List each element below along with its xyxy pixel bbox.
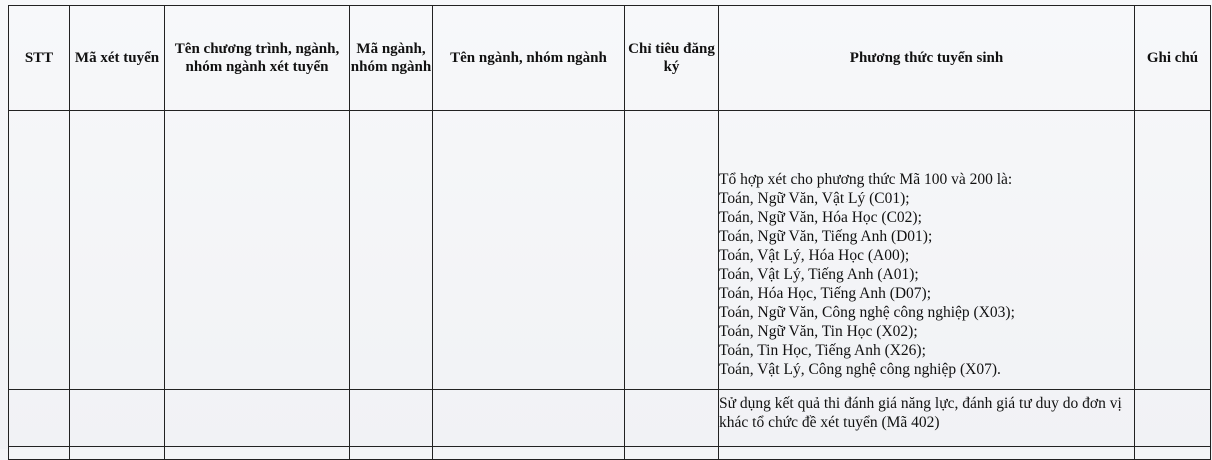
cell-ten-nganh [433, 447, 625, 460]
combination-item: Toán, Ngữ Văn, Tin Học (X02); [719, 323, 918, 340]
cell-ten-nganh [433, 111, 625, 390]
cell-ten-chuong-trinh [165, 447, 350, 460]
combination-item: Toán, Vật Lý, Tiếng Anh (A01); [719, 266, 919, 283]
cell-phuong-thuc [719, 390, 1135, 447]
cell-ma-xet-tuyen [70, 111, 165, 390]
cell-stt [9, 447, 70, 460]
combination-item: Toán, Ngữ Văn, Tiếng Anh (D01); [719, 228, 933, 245]
cell-chi-tieu [625, 390, 719, 447]
table-row [9, 447, 1211, 460]
cell-ma-nganh [350, 447, 433, 460]
header-chi-tieu: Chỉ tiêu đăng ký [625, 6, 719, 111]
combination-item: Toán, Vật Lý, Công nghệ công nghiệp (X07). [719, 361, 1001, 378]
cell-ma-xet-tuyen [70, 447, 165, 460]
cell-chi-tieu [625, 447, 719, 460]
cell-phuong-thuc [719, 447, 1135, 460]
cell-ma-nganh [350, 390, 433, 447]
cell-phuong-thuc [719, 111, 1135, 390]
method-description: Sử dụng kết quả thi đánh giá năng lực, đánh giá tư duy do đơn vị khác tổ chức đề xét tuyển (Mã 402) [719, 395, 1122, 431]
cell-ten-nganh [433, 390, 625, 447]
table-row [9, 111, 1211, 390]
cell-stt [9, 390, 70, 447]
combination-item: Toán, Ngữ Văn, Công nghệ công nghiệp (X03); [719, 304, 1015, 321]
table-row [9, 390, 1211, 447]
combination-title: Tổ hợp xét cho phương thức Mã 100 và 200 là: [719, 171, 1013, 188]
cell-ma-xet-tuyen [70, 390, 165, 447]
header-ten-nganh: Tên ngành, nhóm ngành [433, 6, 625, 111]
header-ghi-chu: Ghi chú [1135, 6, 1211, 111]
combination-item: Toán, Ngữ Văn, Vật Lý (C01); [719, 190, 910, 207]
admissions-table [8, 5, 1211, 460]
header-stt: STT [9, 6, 70, 111]
combination-item: Toán, Hóa Học, Tiếng Anh (D07); [719, 285, 932, 302]
cell-stt [9, 111, 70, 390]
combination-item: Toán, Ngữ Văn, Hóa Học (C02); [719, 209, 922, 226]
combination-item: Toán, Tin Học, Tiếng Anh (X26); [719, 342, 926, 359]
cell-chi-tieu [625, 111, 719, 390]
cell-ma-nganh [350, 111, 433, 390]
header-ma-xet-tuyen: Mã xét tuyển [70, 6, 165, 111]
cell-ten-chuong-trinh [165, 390, 350, 447]
header-row [9, 6, 1211, 111]
header-phuong-thuc: Phương thức tuyển sinh [719, 6, 1135, 111]
header-ma-nganh: Mã ngành, nhóm ngành [350, 6, 433, 111]
cell-ghi-chu [1135, 390, 1211, 447]
header-ten-chuong-trinh: Tên chương trình, ngành, nhóm ngành xét tuyển [165, 6, 350, 111]
cell-ghi-chu [1135, 447, 1211, 460]
cell-ghi-chu [1135, 111, 1211, 390]
cell-ten-chuong-trinh [165, 111, 350, 390]
combination-item: Toán, Vật Lý, Hóa Học (A00); [719, 247, 910, 264]
